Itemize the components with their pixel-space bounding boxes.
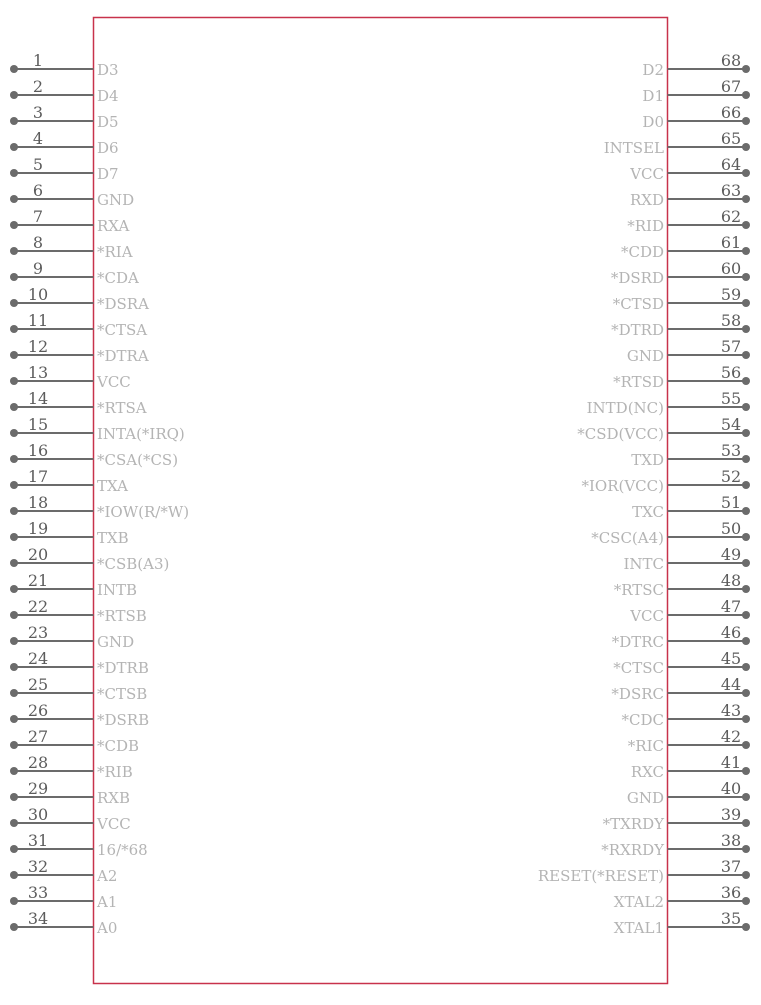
- pin-10: [10, 285, 149, 313]
- pin-endpoint: [742, 923, 750, 931]
- pin-name: *DSRD: [610, 269, 664, 287]
- pin-name: XTAL1: [613, 919, 664, 937]
- pin-endpoint: [742, 871, 750, 879]
- pin-37: [538, 857, 750, 885]
- pin-endpoint: [742, 325, 750, 333]
- pin-name: VCC: [97, 815, 131, 833]
- pin-18: [10, 493, 189, 521]
- pin-name: *CDA: [97, 269, 139, 287]
- pin-27: [10, 727, 139, 755]
- pin-number: 51: [720, 493, 742, 512]
- pin-32: [10, 857, 117, 885]
- pin-33: [10, 883, 117, 911]
- pin-24: [10, 649, 149, 677]
- pin-65: [604, 129, 750, 157]
- pin-name: A1: [97, 893, 118, 911]
- pin-name: D0: [642, 113, 664, 131]
- pin-name: INTD(NC): [586, 399, 664, 417]
- pin-endpoint: [742, 689, 750, 697]
- pin-4: [10, 129, 119, 157]
- pin-14: [10, 389, 147, 417]
- pin-number: 54: [720, 415, 742, 434]
- pin-number: 12: [27, 337, 49, 356]
- pin-endpoint: [10, 663, 18, 671]
- pin-15: [10, 415, 185, 443]
- pin-name: *IOR(VCC): [581, 477, 664, 495]
- pin-endpoint: [742, 169, 750, 177]
- pin-name: *DSRA: [97, 295, 149, 313]
- pin-name: D4: [97, 87, 119, 105]
- pin-endpoint: [742, 507, 750, 515]
- pin-number: 18: [27, 493, 49, 512]
- pin-endpoint: [10, 585, 18, 593]
- pin-number: 31: [27, 831, 49, 850]
- pin-number: 37: [720, 857, 742, 876]
- pin-name: *RTSA: [97, 399, 147, 417]
- pin-endpoint: [742, 819, 750, 827]
- pin-number: 68: [720, 51, 742, 70]
- left-pin-group: [10, 51, 189, 937]
- pin-name: *CTSD: [612, 295, 664, 313]
- pin-60: [611, 259, 750, 287]
- pin-number: 25: [27, 675, 49, 694]
- pin-name: *DTRB: [97, 659, 149, 677]
- pin-47: [629, 597, 750, 625]
- pin-name: *CSB(A3): [97, 555, 170, 573]
- pin-13: [10, 363, 131, 391]
- pin-endpoint: [10, 793, 18, 801]
- pin-endpoint: [10, 923, 18, 931]
- pin-name: INTSEL: [603, 139, 664, 157]
- pin-name: *CSC(A4): [591, 529, 664, 547]
- pin-number: 36: [720, 883, 742, 902]
- pin-63: [630, 181, 750, 209]
- pin-number: 35: [720, 909, 742, 928]
- pin-68: [642, 51, 750, 79]
- pin-endpoint: [10, 117, 18, 125]
- pin-endpoint: [10, 169, 18, 177]
- pin-19: [10, 519, 129, 547]
- pin-number: 56: [720, 363, 742, 382]
- pin-number: 34: [27, 909, 49, 928]
- pin-name: *RTSD: [613, 373, 664, 391]
- pin-name: *TXRDY: [602, 815, 664, 833]
- pin-number: 62: [720, 207, 742, 226]
- pin-number: 46: [720, 623, 742, 642]
- pin-name: D3: [97, 61, 119, 79]
- pin-number: 57: [720, 337, 742, 356]
- pin-number: 29: [27, 779, 49, 798]
- pin-53: [631, 441, 750, 469]
- pin-name: *CDB: [97, 737, 140, 755]
- pin-endpoint: [742, 481, 750, 489]
- pin-name: *RXRDY: [601, 841, 664, 859]
- pin-endpoint: [742, 91, 750, 99]
- pin-endpoint: [10, 715, 18, 723]
- pin-8: [10, 233, 133, 261]
- pin-number: 59: [720, 285, 742, 304]
- pin-name: VCC: [97, 373, 131, 391]
- pin-35: [614, 909, 750, 937]
- pin-number: 33: [27, 883, 49, 902]
- pin-endpoint: [10, 273, 18, 281]
- pin-name: GND: [97, 191, 135, 209]
- pin-9: [10, 259, 139, 287]
- pin-31: [10, 831, 148, 859]
- pin-name: D5: [97, 113, 119, 131]
- pin-name: D6: [97, 139, 119, 157]
- pin-endpoint: [742, 195, 750, 203]
- pin-50: [591, 519, 750, 547]
- pin-endpoint: [742, 793, 750, 801]
- pin-endpoint: [10, 897, 18, 905]
- pin-endpoint: [10, 247, 18, 255]
- pin-endpoint: [742, 429, 750, 437]
- pin-29: [10, 779, 130, 807]
- pin-endpoint: [10, 403, 18, 411]
- pin-number: 39: [720, 805, 742, 824]
- pin-endpoint: [742, 273, 750, 281]
- pin-endpoint: [10, 91, 18, 99]
- pin-number: 41: [720, 753, 742, 772]
- pin-endpoint: [10, 533, 18, 541]
- pin-name: TXD: [631, 451, 664, 469]
- pin-51: [632, 493, 750, 521]
- pin-44: [611, 675, 750, 703]
- pin-endpoint: [10, 559, 18, 567]
- pin-22: [10, 597, 147, 625]
- pin-41: [631, 753, 750, 781]
- pin-name: *RIC: [627, 737, 664, 755]
- pin-name: *RTSB: [97, 607, 147, 625]
- pin-endpoint: [10, 819, 18, 827]
- pin-endpoint: [10, 481, 18, 489]
- pin-number: 16: [27, 441, 49, 460]
- pin-number: 47: [720, 597, 742, 616]
- pin-67: [642, 77, 750, 105]
- pin-48: [614, 571, 750, 599]
- pin-name: *RIB: [97, 763, 133, 781]
- pin-number: 7: [32, 207, 44, 226]
- pin-name: RESET(*RESET): [537, 867, 664, 885]
- pin-number: 14: [27, 389, 49, 408]
- pin-name: VCC: [630, 607, 664, 625]
- pin-number: 3: [32, 103, 44, 122]
- pin-number: 19: [27, 519, 49, 538]
- pin-name: VCC: [630, 165, 664, 183]
- pin-name: *CTSB: [97, 685, 148, 703]
- pin-1: [10, 51, 119, 79]
- pin-endpoint: [742, 559, 750, 567]
- pin-52: [581, 467, 750, 495]
- pin-endpoint: [10, 689, 18, 697]
- pin-endpoint: [742, 65, 750, 73]
- pin-endpoint: [10, 845, 18, 853]
- pin-number: 9: [32, 259, 44, 278]
- pin-45: [613, 649, 750, 677]
- pin-name: D1: [642, 87, 664, 105]
- pin-endpoint: [742, 767, 750, 775]
- pin-name: INTA(*IRQ): [97, 425, 185, 443]
- pin-endpoint: [10, 299, 18, 307]
- pin-number: 48: [720, 571, 742, 590]
- pin-endpoint: [10, 767, 18, 775]
- pin-25: [10, 675, 147, 703]
- pin-21: [10, 571, 137, 599]
- pin-34: [10, 909, 117, 937]
- pin-number: 58: [720, 311, 742, 330]
- pin-name: A2: [97, 867, 118, 885]
- pin-endpoint: [742, 897, 750, 905]
- pin-56: [613, 363, 750, 391]
- pin-number: 26: [27, 701, 49, 720]
- pin-endpoint: [10, 377, 18, 385]
- pin-name: *RID: [627, 217, 664, 235]
- pin-name: GND: [97, 633, 135, 651]
- pin-7: [10, 207, 129, 235]
- pin-name: *CSD(VCC): [577, 425, 664, 443]
- pin-endpoint: [10, 221, 18, 229]
- pin-name: RXC: [630, 763, 664, 781]
- pin-number: 30: [27, 805, 49, 824]
- pin-name: XTAL2: [613, 893, 664, 911]
- pin-23: [10, 623, 134, 651]
- pin-20: [10, 545, 169, 573]
- pin-name: *CDD: [620, 243, 664, 261]
- pin-57: [627, 337, 750, 365]
- pin-6: [10, 181, 134, 209]
- pin-58: [611, 311, 750, 339]
- pin-name: GND: [626, 789, 664, 807]
- pin-name: TXA: [97, 477, 128, 495]
- pin-name: *CTSC: [613, 659, 664, 677]
- pin-number: 23: [27, 623, 49, 642]
- pin-64: [629, 155, 750, 183]
- pin-number: 27: [27, 727, 49, 746]
- pin-endpoint: [10, 143, 18, 151]
- pin-name: RXA: [97, 217, 130, 235]
- pin-name: *DTRC: [611, 633, 664, 651]
- pin-number: 17: [27, 467, 49, 486]
- pin-number: 44: [720, 675, 742, 694]
- pin-38: [601, 831, 750, 859]
- pin-number: 40: [720, 779, 742, 798]
- pin-number: 55: [720, 389, 742, 408]
- pin-name: *DTRA: [97, 347, 149, 365]
- pin-number: 45: [720, 649, 742, 668]
- pin-endpoint: [742, 611, 750, 619]
- pin-number: 28: [27, 753, 49, 772]
- pin-endpoint: [10, 351, 18, 359]
- pin-42: [628, 727, 750, 755]
- pin-endpoint: [742, 117, 750, 125]
- pin-number: 61: [720, 233, 742, 252]
- pin-name: D7: [97, 165, 119, 183]
- pin-endpoint: [742, 663, 750, 671]
- pin-endpoint: [742, 585, 750, 593]
- pin-12: [10, 337, 149, 365]
- pin-endpoint: [742, 637, 750, 645]
- pin-endpoint: [742, 143, 750, 151]
- pin-54: [577, 415, 750, 443]
- pin-40: [627, 779, 750, 807]
- pin-30: [10, 805, 131, 833]
- pin-endpoint: [742, 377, 750, 385]
- pin-endpoint: [10, 871, 18, 879]
- pin-endpoint: [10, 195, 18, 203]
- pin-number: 8: [32, 233, 44, 252]
- pin-number: 5: [32, 155, 44, 174]
- pin-endpoint: [10, 455, 18, 463]
- pin-5: [10, 155, 119, 183]
- pin-name: RXB: [97, 789, 130, 807]
- pin-number: 2: [32, 77, 44, 96]
- pin-number: 10: [27, 285, 49, 304]
- pin-number: 53: [720, 441, 742, 460]
- pin-number: 1: [32, 51, 44, 70]
- right-pin-group: [538, 51, 750, 937]
- pin-endpoint: [10, 429, 18, 437]
- pin-55: [587, 389, 750, 417]
- pin-endpoint: [10, 611, 18, 619]
- pin-number: 50: [720, 519, 742, 538]
- pin-endpoint: [742, 741, 750, 749]
- pin-3: [10, 103, 119, 131]
- pin-number: 42: [720, 727, 742, 746]
- pin-number: 32: [27, 857, 49, 876]
- pin-36: [614, 883, 750, 911]
- pin-43: [622, 701, 750, 729]
- pin-name: *DTRD: [611, 321, 664, 339]
- pin-endpoint: [10, 637, 18, 645]
- pin-46: [612, 623, 750, 651]
- pin-number: 60: [720, 259, 742, 278]
- pin-endpoint: [742, 351, 750, 359]
- pin-2: [10, 77, 119, 105]
- pin-name: *CDC: [621, 711, 664, 729]
- pin-name: TXB: [97, 529, 129, 547]
- pin-66: [642, 103, 750, 131]
- pin-61: [621, 233, 750, 261]
- pin-26: [10, 701, 149, 729]
- pin-name: D2: [642, 61, 664, 79]
- pin-number: 63: [720, 181, 742, 200]
- pin-number: 6: [32, 181, 44, 200]
- pin-number: 15: [27, 415, 49, 434]
- pin-number: 65: [720, 129, 742, 148]
- pin-endpoint: [742, 845, 750, 853]
- pin-endpoint: [10, 507, 18, 515]
- pin-11: [10, 311, 147, 339]
- pin-endpoint: [742, 715, 750, 723]
- pin-name: INTC: [623, 555, 664, 573]
- pin-39: [603, 805, 750, 833]
- pin-endpoint: [742, 403, 750, 411]
- pin-name: *RIA: [97, 243, 133, 261]
- pin-name: INTB: [97, 581, 138, 599]
- pin-endpoint: [742, 299, 750, 307]
- pin-number: 21: [27, 571, 49, 590]
- pin-number: 13: [27, 363, 49, 382]
- pin-62: [627, 207, 750, 235]
- pin-number: 67: [720, 77, 742, 96]
- pin-name: TXC: [632, 503, 664, 521]
- pin-name: GND: [626, 347, 664, 365]
- pin-17: [10, 467, 128, 495]
- pin-number: 64: [720, 155, 742, 174]
- pin-name: *CSA(*CS): [97, 451, 179, 469]
- pin-49: [623, 545, 750, 573]
- pin-endpoint: [742, 455, 750, 463]
- pin-number: 11: [27, 311, 49, 330]
- pin-name: *CTSA: [97, 321, 148, 339]
- pin-28: [10, 753, 133, 781]
- pin-number: 22: [27, 597, 49, 616]
- pin-endpoint: [10, 325, 18, 333]
- pin-number: 24: [27, 649, 49, 668]
- pin-name: *RTSC: [613, 581, 664, 599]
- pin-name: *DSRB: [97, 711, 150, 729]
- component-body-outline: [94, 18, 668, 984]
- pin-59: [613, 285, 750, 313]
- pin-endpoint: [742, 247, 750, 255]
- pin-number: 38: [720, 831, 742, 850]
- pin-endpoint: [10, 65, 18, 73]
- pin-endpoint: [742, 221, 750, 229]
- pin-name: 16/*68: [97, 841, 148, 859]
- pin-number: 20: [27, 545, 49, 564]
- pin-name: *IOW(R/*W): [97, 503, 190, 521]
- pin-endpoint: [10, 741, 18, 749]
- pin-number: 49: [720, 545, 742, 564]
- pin-name: *DSRC: [611, 685, 664, 703]
- pin-number: 43: [720, 701, 742, 720]
- pin-number: 66: [720, 103, 742, 122]
- pin-name: A0: [97, 919, 118, 937]
- pin-name: RXD: [630, 191, 664, 209]
- pin-endpoint: [742, 533, 750, 541]
- pin-number: 4: [32, 129, 44, 148]
- pin-number: 52: [720, 467, 742, 486]
